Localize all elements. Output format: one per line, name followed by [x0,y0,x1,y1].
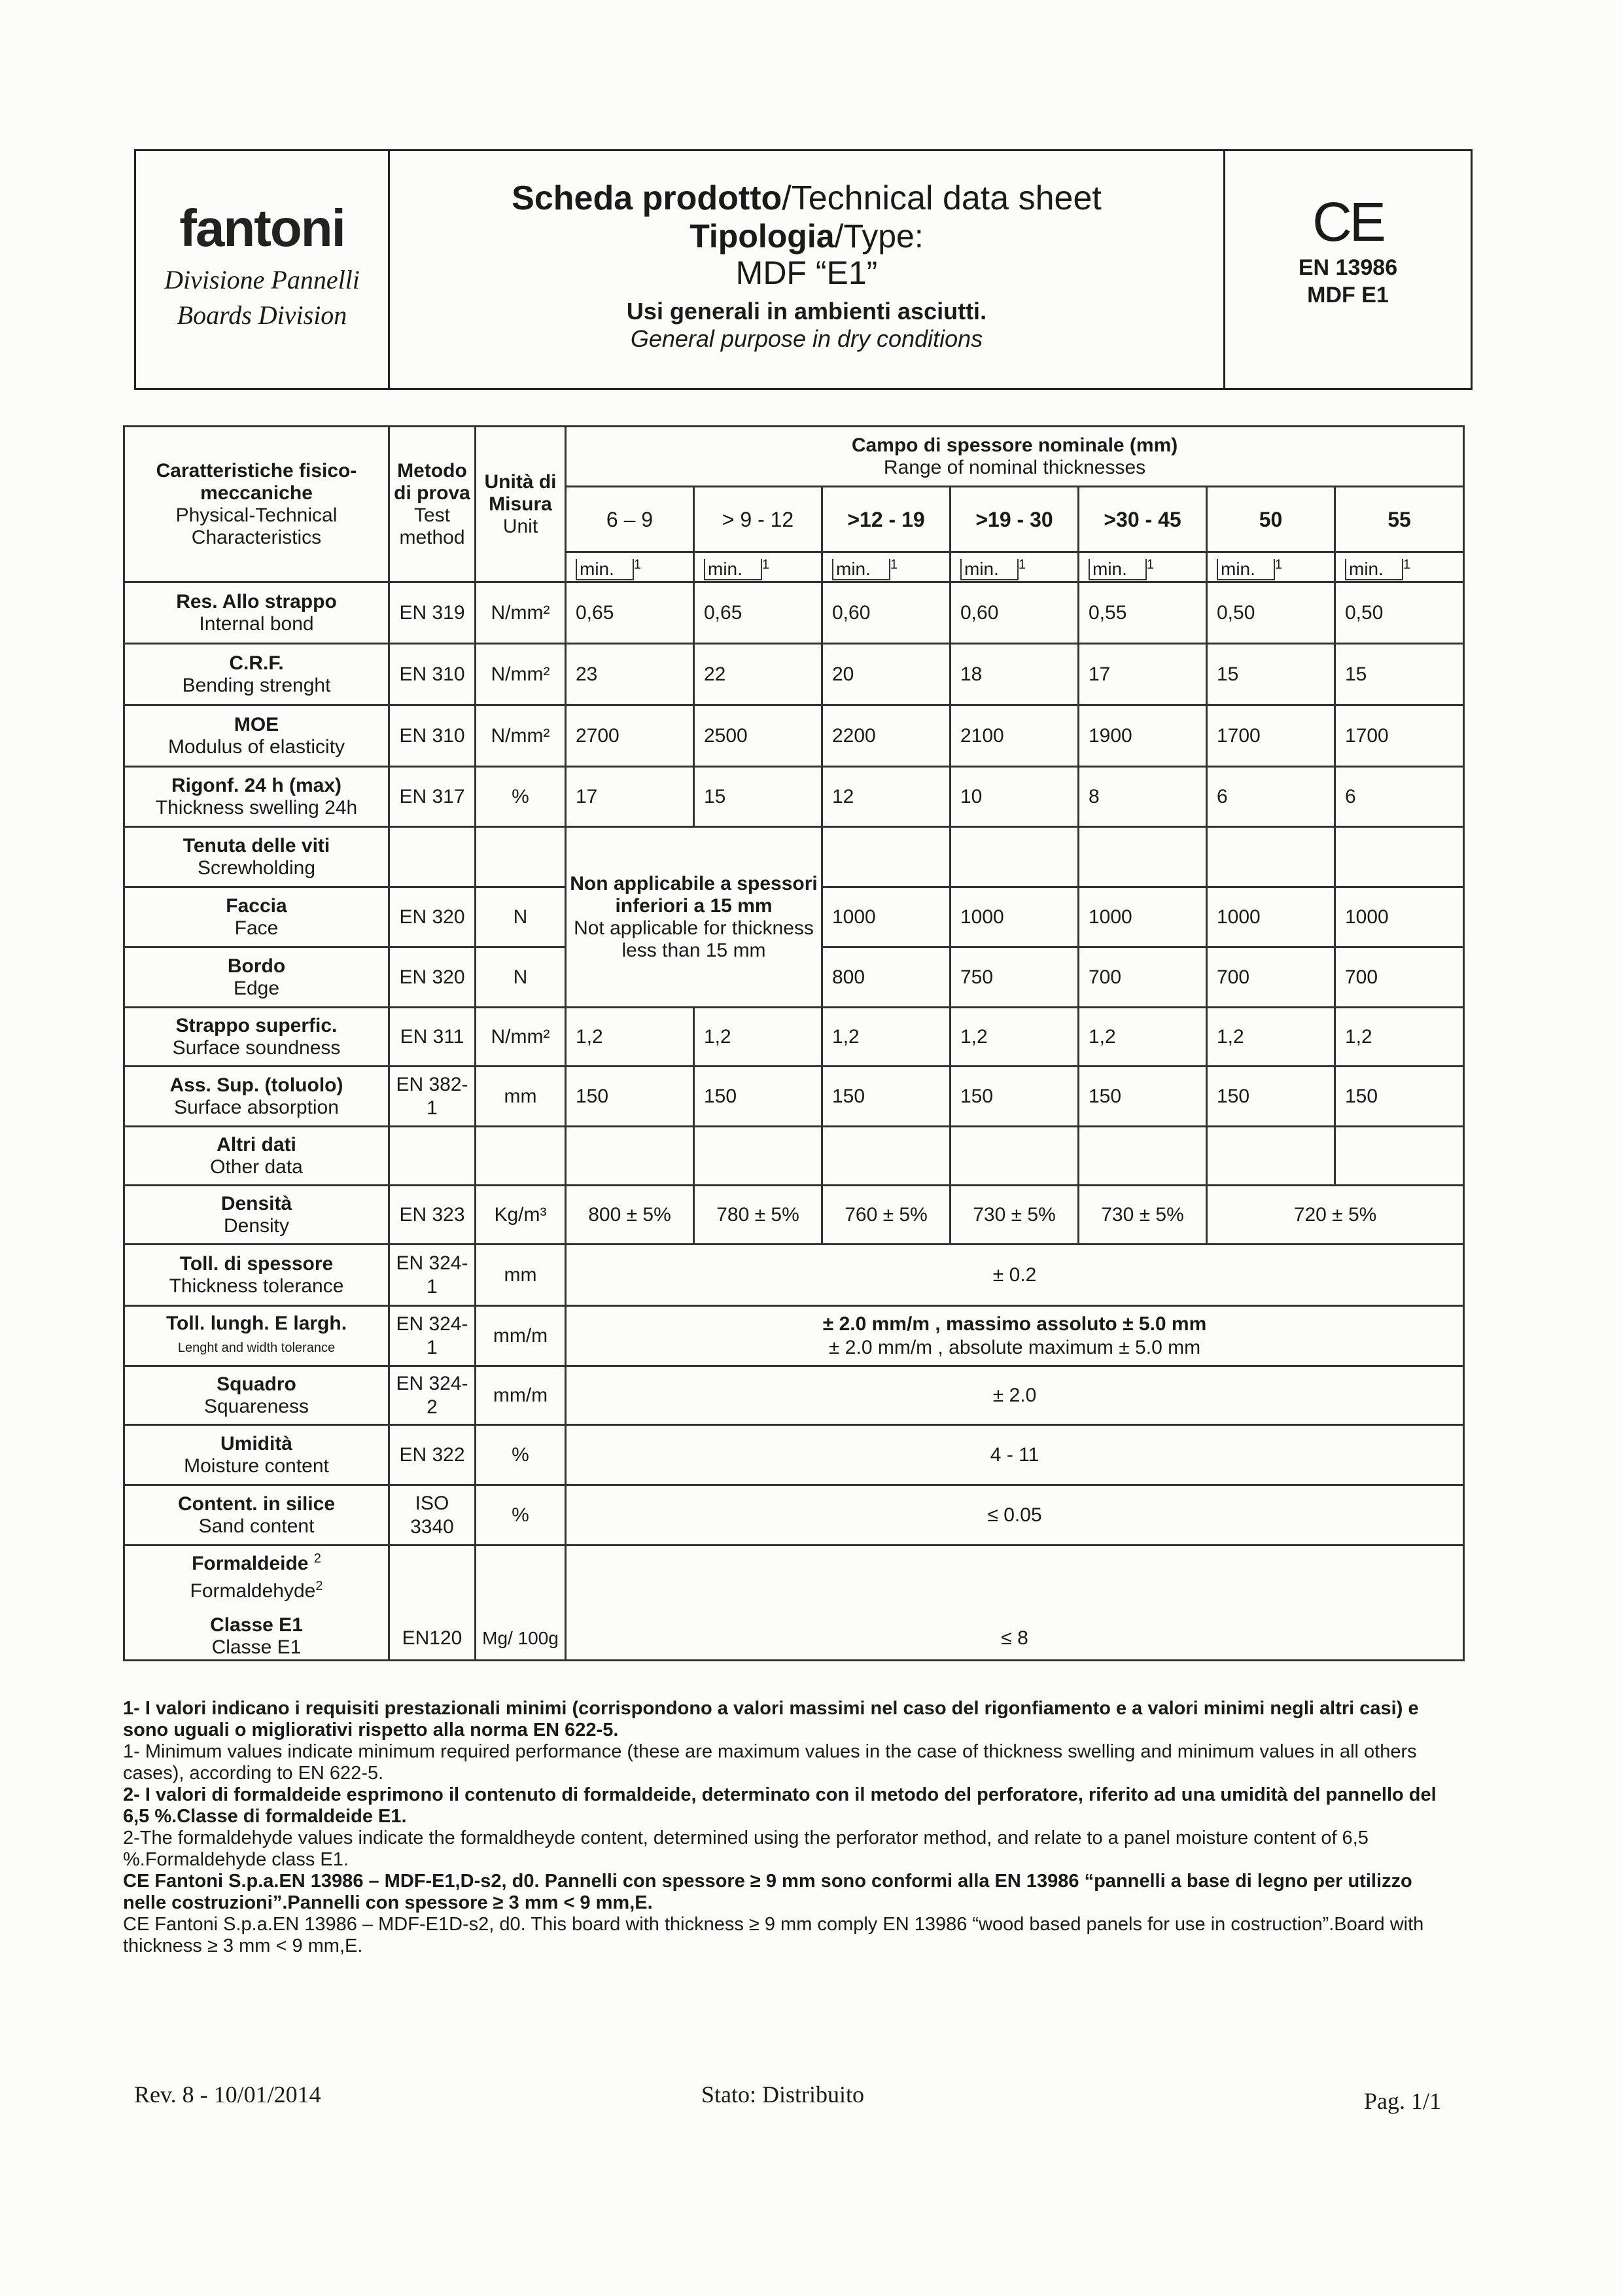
min-label-3 [822,552,951,582]
row-internal-bond [124,582,1464,644]
test-method: EN 320 [389,947,476,1008]
row-label-it: Umidità [220,1432,292,1455]
row-label-en: Modulus of elasticity [167,735,345,758]
thickness-2: > 9 - 12 [694,487,822,552]
status: Stato: Distribuito [701,2081,865,2108]
value-cell: 1,2 [1335,1008,1464,1067]
value-cell: 2500 [694,705,822,767]
thickness-1: 6 – 9 [566,487,694,552]
value-cell: 150 [1079,1067,1207,1127]
unit: % [476,767,566,827]
header-row-1 [124,427,1464,487]
value-cell: 10 [951,767,1079,827]
value-cell: 0,50 [1207,582,1335,644]
screw-edge-it: Bordo [227,955,286,977]
min-text: min. [960,559,1019,580]
test-method: EN 310 [389,644,476,705]
footnote-ref: 1 [761,557,770,572]
formaldehyde-value: ≤ 8 [566,1545,1464,1661]
division-it: Divisione Pannelli [164,265,360,294]
footnote-2: 1- Minimum values indicate minimum required performance (these are maximum values in the case of thickness swelling and minimum values in all others cases), according to EN 622-5. [123,1741,1417,1784]
row-label [124,582,389,644]
value-cell: 23 [566,644,694,705]
test-method: EN 310 [389,705,476,767]
min-label-2 [694,552,822,582]
unit: N [476,887,566,947]
footnotes [123,1698,1457,1957]
value-cell: 1,2 [1207,1008,1335,1067]
unit: N/mm² [476,1008,566,1067]
value-cell: 22 [694,644,822,705]
min-label-5 [1079,552,1207,582]
row-thickness-swelling [124,767,1464,827]
test-method: EN 324-2 [389,1366,476,1425]
screw-not-applicable: Non applicabile a spessori inferiori a 15 mm Not applicable for thickness less than 15 mm [566,827,822,1008]
value-cell: 0,55 [1079,582,1207,644]
value-cell: 700 [1207,947,1335,1008]
value-cell: 2700 [566,705,694,767]
row-surface-absorption [124,1067,1464,1127]
value-cell: 0,65 [566,582,694,644]
thickness-7: 55 [1335,487,1464,552]
thickness-5: >30 - 45 [1079,487,1207,552]
row-label-it: Toll. di spessore [179,1252,334,1275]
row-label-en: Moisture content [184,1455,329,1477]
footnote-ref: 1 [633,557,642,572]
row-other-data [124,1127,1464,1186]
unit: Kg/m³ [476,1186,566,1245]
span-value [566,1366,1464,1425]
value-cell: 150 [951,1067,1079,1127]
revision: Rev. 8 - 10/01/2014 [134,2081,321,2108]
screw-face-en: Face [234,917,279,939]
head-method: Metodo di prova Test method [389,427,476,582]
row-length-width-tolerance [124,1306,1464,1366]
row-squareness [124,1366,1464,1425]
row-label-en: Thickness swelling 24h [155,796,358,819]
test-method: EN 324-1 [389,1245,476,1306]
span-value-main: ≤ 0.05 [987,1504,1042,1526]
density-label-it: Densità [220,1192,292,1214]
ce-product: MDF E1 [1307,283,1389,308]
unit: mm [476,1067,566,1127]
value-cell: 1900 [1079,705,1207,767]
value-cell: 1000 [1207,887,1335,947]
min-text: min. [832,559,890,580]
division-en: Boards Division [177,300,347,330]
thickness-4: >19 - 30 [951,487,1079,552]
formaldehyde-method: EN120 [389,1545,476,1661]
footnote-1: 1- I valori indicano i requisiti prestazionali minimi (corrispondono a valori massimi nel caso del rigonfiamento e a valori minimi negli altri casi) e sono uguali o migliorativi rispetto alla norma EN 622-5. [123,1698,1419,1740]
footnote-ref: 1 [1274,557,1283,572]
title-block [390,151,1225,388]
footnote-ref: 1 [890,557,898,572]
value-cell: 2100 [951,705,1079,767]
row-density [124,1186,1464,1245]
row-label [124,644,389,705]
min-text: min. [576,559,634,580]
value-cell: 17 [1079,644,1207,705]
span-value [566,1485,1464,1545]
row-label [124,1008,389,1067]
row-label [124,705,389,767]
unit: mm/m [476,1366,566,1425]
test-method: EN 322 [389,1425,476,1485]
min-label-7 [1335,552,1464,582]
min-text: min. [1217,559,1275,580]
value-cell: 800 [822,947,951,1008]
value-cell: 15 [1207,644,1335,705]
value-cell: 15 [1335,644,1464,705]
value-cell: 1000 [951,887,1079,947]
screw-edge-en: Edge [233,977,280,999]
value-cell: 150 [1207,1067,1335,1127]
row-label [124,1245,389,1306]
unit: mm/m [476,1306,566,1366]
value-cell: 0,60 [822,582,951,644]
fantoni-logo: fantoni [179,199,345,257]
row-formaldehyde [124,1545,1464,1661]
row-label-it: Ass. Sup. (toluolo) [169,1074,343,1096]
row-surface-soundness [124,1008,1464,1067]
value-cell: 17 [566,767,694,827]
row-label-en: Squareness [203,1395,309,1417]
value-cell: 150 [566,1067,694,1127]
span-value-main: ± 2.0 mm/m , massimo assoluto ± 5.0 mm [822,1313,1207,1335]
unit: % [476,1425,566,1485]
screw-title: Tenuta delle viti Screwholding [124,827,389,887]
page-number: Pag. 1/1 [1364,2088,1442,2114]
value-cell: 2200 [822,705,951,767]
density-label-en: Density [223,1214,290,1237]
row-modulus-elasticity [124,705,1464,767]
ce-mark: CE [1312,191,1384,253]
row-label [124,767,389,827]
unit: N [476,947,566,1008]
span-value-main: ± 0.2 [992,1263,1037,1286]
row-moisture-content [124,1425,1464,1485]
thickness-3: >12 - 19 [822,487,951,552]
row-bending-strength [124,644,1464,705]
row-label [124,1425,389,1485]
value-cell: 1,2 [822,1008,951,1067]
min-label-1 [566,552,694,582]
test-method: EN 311 [389,1008,476,1067]
footnote-4: 2-The formaldehyde values indicate the formaldheyde content, determined using the perforator method, and relate to a panel moisture content of 6,5 %.Formaldehyde class E1. [123,1828,1369,1870]
product-name: MDF “E1” [735,255,878,291]
density-value: 730 ± 5% [951,1186,1079,1245]
span-value-main: 4 - 11 [990,1443,1039,1466]
row-label-it: Toll. lungh. E largh. [166,1313,347,1335]
span-value [566,1245,1464,1306]
min-label-6 [1207,552,1335,582]
value-cell: 18 [951,644,1079,705]
value-cell: 0,50 [1335,582,1464,644]
row-label-en: Lenght and width tolerance [177,1341,336,1356]
footnote-6: CE Fantoni S.p.a.EN 13986 – MDF-E1D-s2, d0. This board with thickness ≥ 9 mm comply EN 13986 “wood based panels for use in costruction”.Board with thickness ≥ 3 mm < 9 mm,E. [123,1914,1424,1956]
value-cell: 1700 [1207,705,1335,767]
value-cell: 1000 [1335,887,1464,947]
min-text: min. [1345,559,1403,580]
value-cell: 1,2 [1079,1008,1207,1067]
use-en: General purpose in dry conditions [630,325,983,352]
row-label-en: Internal bond [199,612,314,635]
test-method: EN 382-1 [389,1067,476,1127]
unit: mm [476,1245,566,1306]
other-data-label: Altri dati Other data [124,1127,389,1186]
footnote-5: CE Fantoni S.p.a.EN 13986 – MDF-E1,D-s2, d0. Pannelli con spessore ≥ 9 mm sono conformi alla EN 13986 “pannelli a base di legno per utilizzo nelle costruzioni”.Pannelli con spessore ≥ 3 mm < 9 mm,E. [123,1871,1412,1913]
value-cell: 6 [1207,767,1335,827]
value-cell: 1,2 [951,1008,1079,1067]
row-label-en: Thickness tolerance [169,1275,344,1297]
value-cell: 700 [1335,947,1464,1008]
unit: N/mm² [476,644,566,705]
test-method: EN 323 [389,1186,476,1245]
row-label [124,1067,389,1127]
value-cell: 150 [694,1067,822,1127]
row-label [124,1366,389,1425]
value-cell: 1700 [1335,705,1464,767]
value-cell: 1,2 [566,1008,694,1067]
value-cell: 1000 [1079,887,1207,947]
density-label [124,1186,389,1245]
thickness-6: 50 [1207,487,1335,552]
value-cell: 150 [1335,1067,1464,1127]
unit: % [476,1485,566,1545]
brand-block [136,151,390,388]
row-label-it: Res. Allo strappo [176,590,337,612]
value-cell: 0,65 [694,582,822,644]
footnote-ref: 1 [1146,557,1155,572]
header-box [134,149,1473,390]
min-text: min. [704,559,762,580]
unit: N/mm² [476,705,566,767]
span-value-en: ± 2.0 mm/m , absolute maximum ± 5.0 mm [829,1336,1201,1358]
row-sand-content [124,1485,1464,1545]
technical-table [123,425,1465,1661]
row-label-it: Rigonf. 24 h (max) [171,774,342,796]
row-label-it: Strappo superfic. [175,1014,338,1036]
span-value-main: ± 2.0 [992,1384,1037,1406]
head-characteristics: Caratteristiche fisico-meccaniche Physical-Technical Characteristics [124,427,389,582]
min-label-4 [951,552,1079,582]
ce-standard: EN 13986 [1298,255,1398,280]
row-label [124,1485,389,1545]
value-cell: 750 [951,947,1079,1008]
test-method: ISO 3340 [389,1485,476,1545]
value-cell: 8 [1079,767,1207,827]
formaldehyde-unit: Mg/ 100g [476,1545,566,1661]
doc-title: Scheda prodotto/Technical data sheet [512,179,1102,217]
value-cell: 15 [694,767,822,827]
test-method: EN 317 [389,767,476,827]
value-cell: 6 [1335,767,1464,827]
value-cell: 12 [822,767,951,827]
row-label-en: Surface absorption [174,1096,339,1118]
footnote-3: 2- I valori di formaldeide esprimono il contenuto di formaldeide, determinato con il metodo del perforatore, riferito ad una umidità del pannello del 6,5 %.Classe di formaldeide E1. [123,1784,1437,1827]
use-it: Usi generali in ambienti asciutti. [626,298,987,325]
screw-face-it: Faccia [226,894,287,917]
density-value: 730 ± 5% [1079,1186,1207,1245]
screw-face-label [124,887,389,947]
screw-edge-label [124,947,389,1008]
value-cell: 1,2 [694,1008,822,1067]
footnote-ref: 1 [1403,557,1411,572]
doc-type: Tipologia/Type: [689,218,924,255]
test-method: EN 320 [389,887,476,947]
value-cell: 150 [822,1067,951,1127]
row-label-en: Sand content [198,1515,315,1537]
head-unit: Unità di Misura Unit [476,427,566,582]
value-cell: 0,60 [951,582,1079,644]
unit: N/mm² [476,582,566,644]
test-method: EN 324-1 [389,1306,476,1366]
formaldehyde-label: Formaldeide $^2$ Formaldehyde$^2$ Classe E1 Classe E1 [124,1545,389,1661]
row-label-it: Squadro [217,1373,296,1395]
row-screwholding-title [124,827,1464,887]
min-text: min. [1089,559,1147,580]
density-value: 800 ± 5% [566,1186,694,1245]
footnote-ref: 1 [1018,557,1026,572]
span-value [566,1306,1464,1366]
row-thickness-tolerance [124,1245,1464,1306]
row-label-it: C.R.F. [229,652,284,674]
density-value: 780 ± 5% [694,1186,822,1245]
density-value: 720 ± 5% [1207,1186,1464,1245]
head-range: Campo di spessore nominale (mm) Range of nominal thicknesses [566,427,1464,487]
row-label-en: Surface soundness [172,1036,341,1059]
row-label [124,1306,389,1366]
span-value [566,1425,1464,1485]
value-cell: 1000 [822,887,951,947]
row-label-it: MOE [234,713,279,735]
test-method: EN 319 [389,582,476,644]
row-label-en: Bending strenght [182,674,331,696]
value-cell: 20 [822,644,951,705]
row-label-it: Content. in silice [177,1492,336,1515]
ce-block [1225,151,1471,388]
density-value: 760 ± 5% [822,1186,951,1245]
value-cell: 700 [1079,947,1207,1008]
